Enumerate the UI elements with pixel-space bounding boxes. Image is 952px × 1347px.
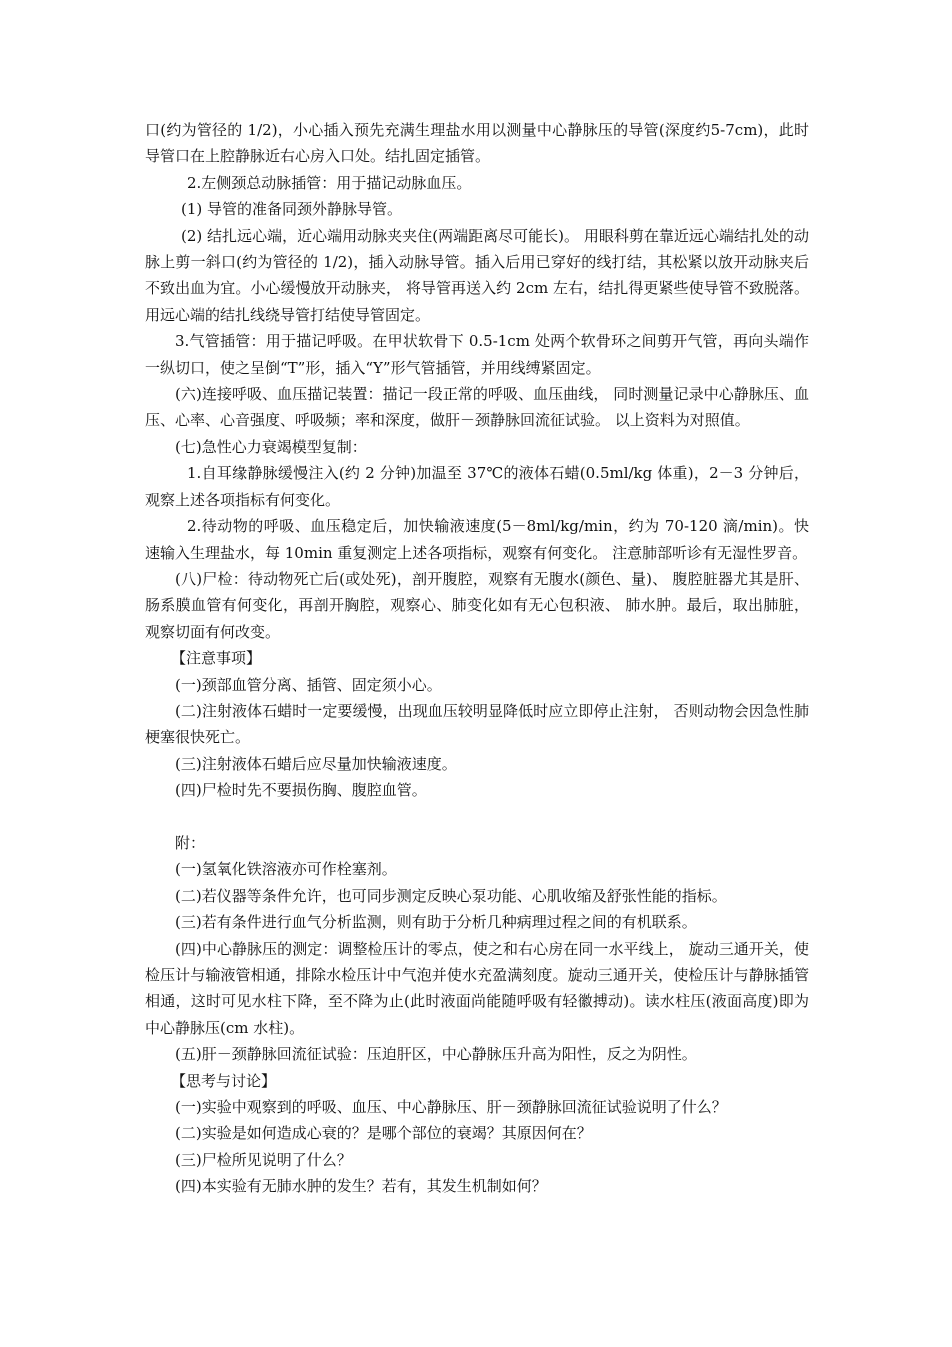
section-heading: 【注意事项】 (171, 649, 262, 668)
paragraph: (一)氢氧化铁溶液亦可作栓塞剂。 (175, 860, 397, 879)
paragraph: (三)尸检所见说明了什么？ (175, 1150, 352, 1169)
blank-line (145, 804, 809, 830)
paragraph: 附： (175, 833, 206, 852)
paragraph: (六)连接呼吸、血压描记装置：描记一段正常的呼吸、血压曲线， 同时测量记录中心静脉压、血压、心率、心音强度、呼吸频；率和深度，做肝－颈静脉回流征试验。 以上资料为对照值。 (145, 385, 809, 430)
paragraph: (四)尸检时先不要损伤胸、腹腔血管。 (175, 781, 427, 800)
paragraph: (八)尸检：待动物死亡后(或处死)，剖开腹腔，观察有无腹水(颜色、量)、 腹腔脏器尤其是肝、肠系膜血管有何变化，再剖开胸腔，观察心、肺变化如有无心包积液、 肺水肿。最后，取出肺脏，观察切面有何改变。 (145, 569, 809, 641)
paragraph: 3.气管插管：用于描记呼吸。在甲状软骨下 0.5-1cm 处两个软骨环之间剪开气管，再向头端作一纵切口，使之呈倒“T”形，插入“Y”形气管插管，并用线缚紧固定。 (145, 332, 809, 377)
paragraph: (四)本实验有无肺水肿的发生？若有，其发生机制如何？ (175, 1177, 547, 1196)
paragraph: (1) 导管的准备同颈外静脉导管。 (181, 200, 403, 219)
paragraph: (二)若仪器等条件允许，也可同步测定反映心泵功能、心肌收缩及舒张性能的指标。 (175, 886, 727, 905)
paragraph: (七)急性心力衰竭模型复制： (175, 437, 367, 456)
paragraph: (四)中心静脉压的测定：调整检压计的零点，使之和右心房在同一水平线上， 旋动三通开关，使检压计与输液管相通，排除水检压计中气泡并使水充盈满刻度。旋动三通开关，使检压计与静脉插管相通，这时可见水柱下降，至不降为止(此时液面尚能随呼吸有轻徽搏动)。读水柱压(液面高度)即为中心静脉压(cm 水柱)。 (145, 939, 809, 1037)
paragraph: (一)实验中观察到的呼吸、血压、中心静脉压、肝－颈静脉回流征试验说明了什么？ (175, 1098, 727, 1117)
section-heading: 【思考与讨论】 (171, 1071, 277, 1090)
paragraph: 2.左侧颈总动脉插管：用于描记动脉血压。 (187, 173, 472, 192)
paragraph: (三)若有条件进行血气分析监测，则有助于分析几种病理过程之间的有机联系。 (175, 913, 697, 932)
paragraph: 2.待动物的呼吸、血压稳定后，加快输液速度(5－8ml/kg/min，约为 70-120 滴/min)。快速输入生理盐水，每 10min 重复测定上述各项指标，观察有何变化。 注意肺部听诊有无湿性罗音。 (145, 517, 809, 562)
paragraph: (二)实验是如何造成心衰的？是哪个部位的衰竭？其原因何在？ (175, 1124, 592, 1143)
paragraph: 口(约为管径的 1/2)，小心插入预先充满生理盐水用以测量中心静脉压的导管(深度约5-7cm)，此时导管口在上腔静脉近右心房入口处。结扎固定插管。 (145, 121, 809, 166)
paragraph: (2) 结扎远心端，近心端用动脉夹夹住(两端距离尽可能长)。 用眼科剪在靠近远心端结扎处的动脉上剪一斜口(约为管径的 1/2)，插入动脉导管。插入后用已穿好的线打结，其松紧以放开动脉夹后不致出血为宜。小心缓慢放开动脉夹， 将导管再送入约 2cm 左右，结扎得更紧些使导管不致脱落。 用远心端的结扎线绕导管打结使导管固定。 (145, 226, 809, 324)
paragraph: (一)颈部血管分离、插管、固定须小心。 (175, 675, 442, 694)
document-page (145, 117, 809, 1200)
paragraph: (三)注射液体石蜡后应尽量加快输液速度。 (175, 754, 457, 773)
paragraph: (二)注射液体石蜡时一定要缓慢，出现血压较明显降低时应立即停止注射， 否则动物会因急性肺梗塞很快死亡。 (145, 701, 809, 747)
paragraph: (五)肝－颈静脉回流征试验：压迫肝区，中心静脉压升高为阳性，反之为阴性。 (175, 1045, 697, 1064)
paragraph: 1.自耳缘静脉缓慢注入(约 2 分钟)加温至 37℃的液体石蜡(0.5ml/kg 体重)，2－3 分钟后，观察上述各项指标有何变化。 (145, 464, 809, 509)
